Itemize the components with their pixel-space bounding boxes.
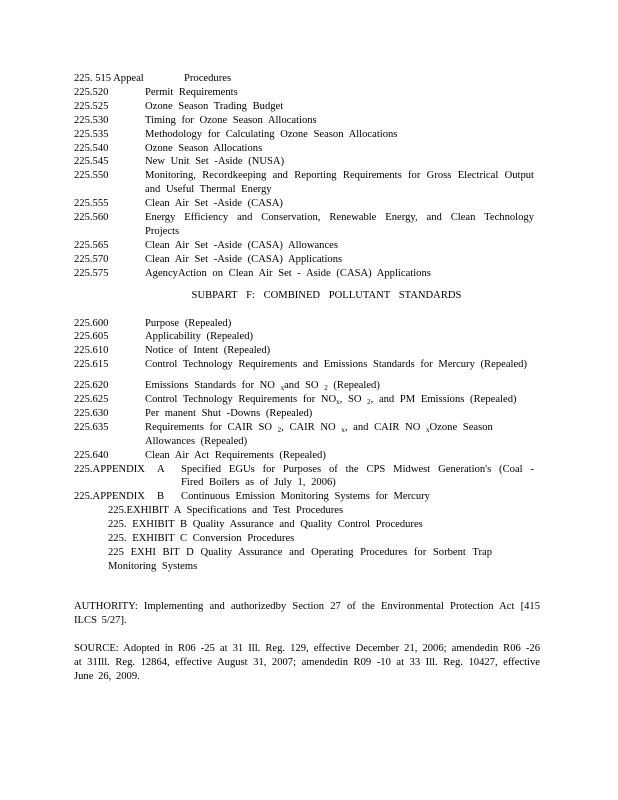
title-part: (Repealed)	[327, 380, 380, 392]
title-part: Control Technology Requirements for NO	[145, 394, 337, 406]
section-title: Clean Air Set -Aside (CASA) Allowances	[145, 239, 339, 251]
section-number: 225.605	[74, 331, 109, 343]
toc-row	[74, 155, 534, 169]
section-number: 225.550	[74, 170, 109, 182]
section-title: Control Technology Requirements and Emissions Standards for Mercury (Repealed)	[145, 359, 527, 371]
appendix-letter: B	[157, 491, 165, 503]
section-number: 225.620	[74, 380, 109, 392]
section-title: Notice of Intent (Repealed)	[145, 345, 271, 357]
section-title: Monitoring, Recordkeeping and Reporting Requirements for Gross Electrical Output and Useful Thermal Energy	[145, 170, 534, 196]
toc-row	[74, 100, 534, 114]
exhibit-row: 225 EXHI BIT D Quality Assurance and Operating Procedures for Sorbent Trap Monitoring Systems	[108, 547, 492, 572]
toc-row	[74, 197, 534, 211]
section-title: Applicability (Repealed)	[145, 331, 254, 343]
toc-row	[74, 379, 534, 393]
toc-row	[74, 421, 534, 449]
title-part: and SO	[284, 380, 325, 392]
section-title: Purpose (Repealed)	[145, 317, 232, 329]
subscript: 2	[277, 425, 282, 434]
section-title: Timing for Ozone Season Allocations	[145, 114, 317, 126]
section-title: New Unit Set -Aside (NUSA)	[145, 156, 285, 168]
section-number: 225.535	[74, 128, 109, 140]
section-number: 225.565	[74, 239, 109, 251]
section-number: 225.520	[74, 86, 109, 98]
section-number: 225.555	[74, 198, 109, 210]
section-title: Clean Air Set -Aside (CASA)	[145, 198, 283, 210]
section-title	[145, 421, 534, 449]
subpart-heading: SUBPART F: COMBINED POLLUTANT STANDARDS	[191, 289, 462, 301]
section-number: 225. 515 Appeal	[74, 73, 144, 84]
subscript: x	[336, 398, 340, 407]
toc-row	[74, 114, 534, 128]
subscript: x	[341, 425, 345, 434]
toc-row	[74, 169, 534, 197]
section-title: Energy Efficiency and Conservation, Renewable Energy, and Clean Technology Projects	[145, 212, 534, 237]
subscript: 2	[367, 398, 371, 407]
appendix-title: Specified EGUs for Purposes of the CPS Midwest Generation's (Coal - Fired Boilers as of July 1, 2006)	[181, 463, 534, 489]
section-number: 225.600	[74, 317, 109, 329]
section-number: 225.625	[74, 394, 109, 406]
section-number: 225.570	[74, 253, 109, 265]
toc-row	[74, 253, 534, 267]
toc-row	[74, 211, 534, 239]
section-number: 225.540	[74, 142, 109, 154]
section-number: 225.530	[74, 114, 109, 126]
toc-row	[74, 128, 534, 142]
section-title: Permit Requirements	[145, 86, 238, 98]
title-part: , and CAIR NO	[344, 421, 427, 433]
toc-row	[74, 358, 534, 372]
toc-row	[74, 449, 534, 463]
section-number: 225.630	[74, 407, 109, 419]
subscript: 2	[324, 384, 328, 393]
section-title: Clean Air Act Requirements (Repealed)	[145, 449, 326, 461]
toc-row	[74, 142, 534, 156]
appendix-title: Continuous Emission Monitoring Systems for Mercury	[181, 491, 430, 503]
title-part: , CAIR NO	[281, 421, 342, 433]
section-number: 225.560	[74, 212, 109, 224]
section-title: Methodology for Calculating Ozone Season Allocations	[145, 128, 398, 140]
section-title: Per manent Shut -Downs (Repealed)	[145, 407, 313, 419]
toc-row	[74, 267, 534, 281]
section-number: 225.545	[74, 156, 109, 168]
source-note: SOURCE: Adopted in R06 -25 at 31 Ill. Reg. 129, effective December 21, 2006; amendedin R06 -26 at 31Ill. Reg. 12864, effective August 31, 2007; amendedin R09 -10 at 33 Ill. Reg. 10427, effective June 26, 2009.	[74, 643, 540, 682]
appendix-number: 225.APPENDIX	[74, 463, 145, 475]
section-number: 225.640	[74, 449, 109, 461]
section-number: 225.525	[74, 100, 109, 112]
subscript: x	[280, 384, 285, 393]
toc-row	[74, 72, 534, 86]
title-part: Ozone Season Allowances (Repealed)	[145, 421, 493, 447]
appendix-row	[74, 463, 534, 491]
title-part: Emissions Standards for NO	[145, 380, 281, 392]
section-title	[145, 393, 534, 407]
section-title: Procedures	[184, 73, 232, 84]
exhibit-row: 225.EXHIBIT A Specifications and Test Procedures	[108, 505, 344, 517]
section-title: Clean Air Set -Aside (CASA) Applications	[145, 253, 343, 265]
exhibit-row: 225. EXHIBIT B Quality Assurance and Quality Control Procedures	[108, 519, 423, 531]
section-title: Ozone Season Trading Budget	[145, 100, 284, 112]
toc-row	[74, 344, 534, 358]
authority-note: AUTHORITY: Implementing and authorizedby Section 27 of the Environmental Protection Act [415 ILCS 5/27].	[74, 601, 540, 626]
title-part: , SO	[339, 394, 368, 406]
toc-row	[74, 407, 534, 421]
subscript: x	[426, 425, 430, 434]
section-title: AgencyAction on Clean Air Set - Aside (CASA) Applications	[145, 267, 431, 279]
appendix-row	[74, 490, 534, 504]
section-number: 225.615	[74, 359, 109, 371]
section-number: 225.635	[74, 421, 109, 433]
exhibit-row: 225. EXHIBIT C Conversion Procedures	[108, 533, 295, 545]
toc-row	[74, 393, 534, 407]
toc-row	[74, 317, 534, 331]
section-title: Ozone Season Allocations	[145, 142, 263, 154]
section-title	[145, 379, 534, 393]
title-part: , and PM Emissions (Repealed)	[370, 394, 517, 406]
title-part: Requirements for CAIR SO	[145, 421, 278, 433]
table-of-contents	[74, 72, 534, 574]
section-number: 225.610	[74, 345, 109, 357]
toc-row	[74, 239, 534, 253]
appendix-letter: A	[157, 463, 165, 475]
section-number: 225.575	[74, 267, 109, 279]
toc-row	[74, 86, 534, 100]
toc-row	[74, 330, 534, 344]
appendix-number: 225.APPENDIX	[74, 491, 145, 503]
